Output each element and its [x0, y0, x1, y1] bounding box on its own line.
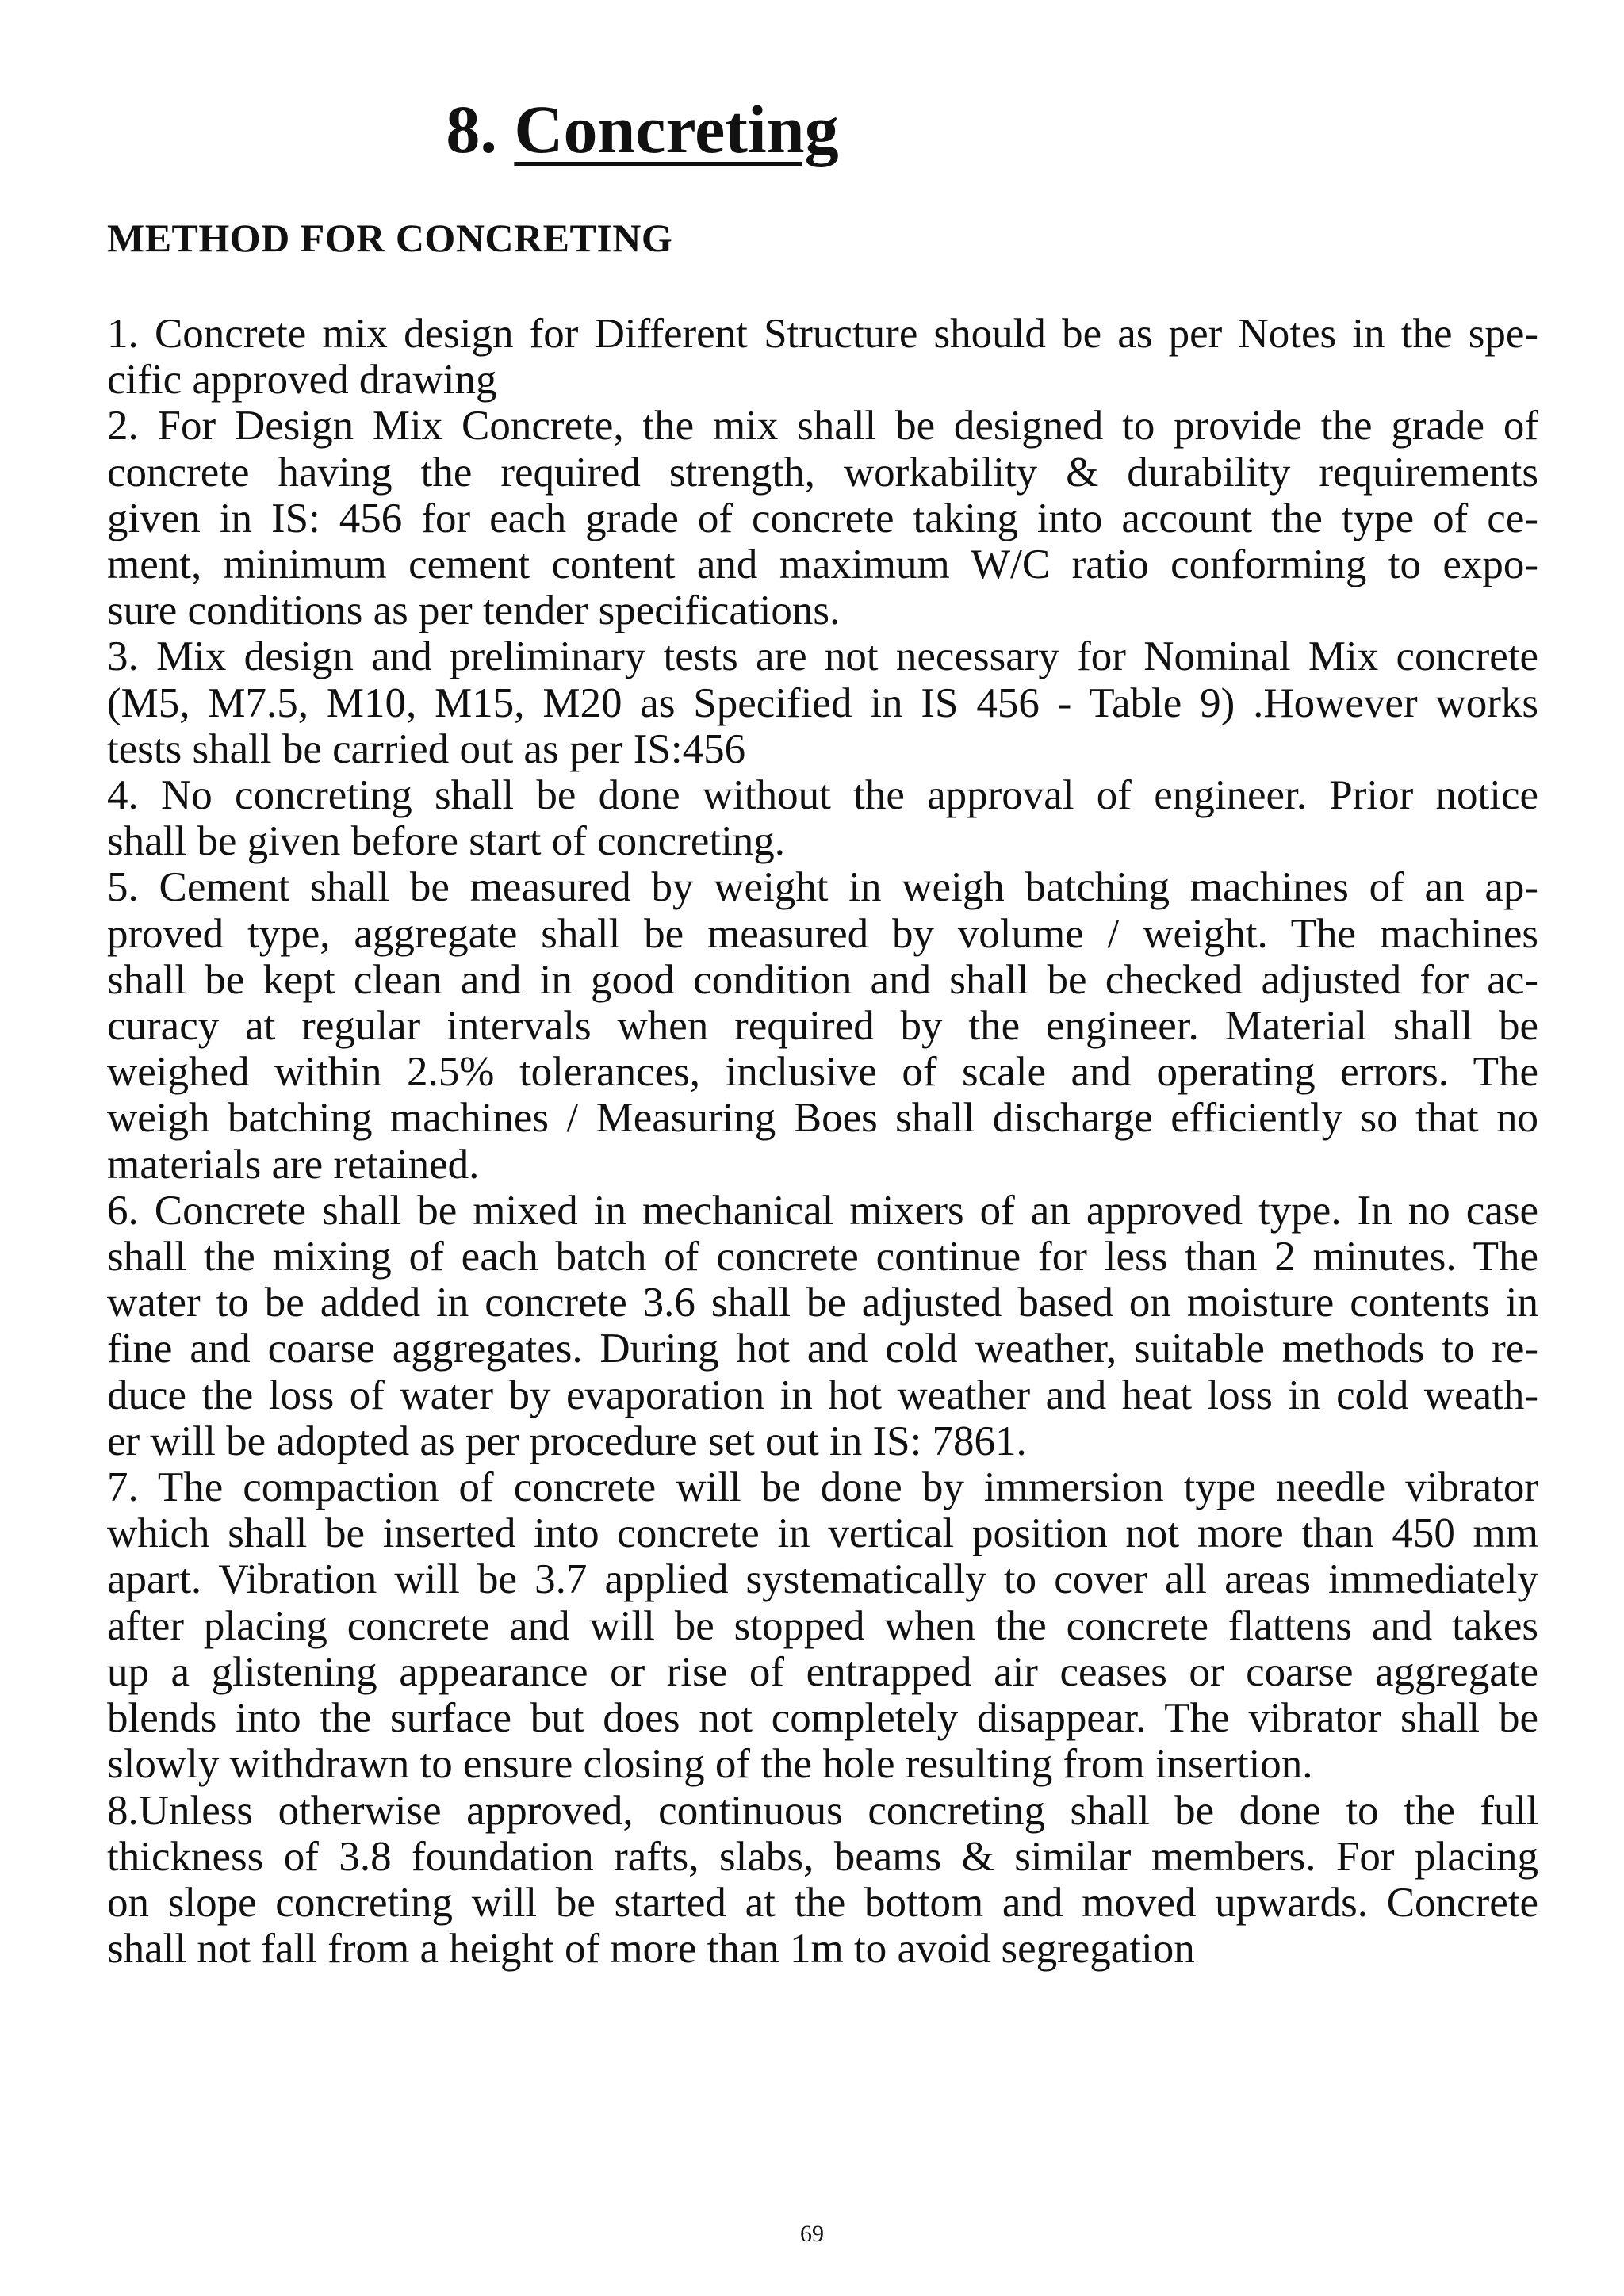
section-heading: METHOD FOR CONCRETING — [107, 216, 673, 260]
text-line: blends into the surface but does not completely disappear. The vibrator shall be — [107, 1695, 1538, 1742]
text-line: 8.Unless otherwise approved, continuous concreting shall be done to the full — [107, 1787, 1538, 1834]
text-line: 4. No concreting shall be done without the approval of engineer. Prior notice — [107, 772, 1538, 819]
chapter-number: 8. — [446, 91, 497, 167]
text-line: weigh batching machines / Measuring Boes shall discharge efficiently so that no — [107, 1095, 1538, 1142]
text-line: (M5, M7.5, M10, M15, M20 as Specified in IS 456 - Table 9) .However works — [107, 679, 1538, 726]
text-line: duce the loss of water by evaporation in hot weather and heat loss in cold weath- — [107, 1372, 1538, 1418]
chapter-title — [0, 91, 1285, 167]
text-line: sure conditions as per tender specifications. — [107, 587, 841, 634]
text-line: proved type, aggregate shall be measured by volume / weight. The machines — [107, 910, 1538, 957]
text-line: 1. Concrete mix design for Different Structure should be as per Notes in the spe- — [107, 311, 1538, 357]
text-line: fine and coarse aggregates. During hot and cold weather, suitable methods to re- — [107, 1326, 1538, 1372]
text-line: er will be adopted as per procedure set out in IS: 7861. — [107, 1418, 1027, 1464]
text-line: weighed within 2.5% tolerances, inclusive of scale and operating errors. The — [107, 1049, 1538, 1096]
chapter-name: Concreting — [514, 91, 839, 167]
text-line: shall the mixing of each batch of concrete continue for less than 2 minutes. The — [107, 1234, 1538, 1280]
text-line: 7. The compaction of concrete will be done by immersion type needle vibrator — [107, 1464, 1538, 1511]
text-line: materials are retained. — [107, 1141, 480, 1188]
text-line: slowly withdrawn to ensure closing of the hole resulting from insertion. — [107, 1741, 1313, 1788]
text-line: 2. For Design Mix Concrete, the mix shall be designed to provide the grade of — [107, 403, 1538, 450]
text-line: cific approved drawing — [107, 357, 497, 404]
text-line: after placing concrete and will be stopped when the concrete flattens and takes — [107, 1602, 1538, 1649]
text-line: 5. Cement shall be measured by weight in weigh batching machines of an ap- — [107, 864, 1538, 911]
text-line: apart. Vibration will be 3.7 applied systematically to cover all areas immediately — [107, 1556, 1538, 1603]
text-line: up a glistening appearance or rise of entrapped air ceases or coarse aggregate — [107, 1648, 1538, 1695]
text-line: 3. Mix design and preliminary tests are not necessary for Nominal Mix concrete — [107, 633, 1538, 680]
text-line: tests shall be carried out as per IS:456 — [107, 725, 746, 772]
text-line: shall be given before start of concreting. — [107, 818, 786, 865]
body-text — [107, 311, 1538, 1972]
page-number: 69 — [800, 2221, 824, 2247]
text-line: concrete having the required strength, workability & durability requirements — [107, 449, 1538, 496]
text-line: on slope concreting will be started at the bottom and moved upwards. Concrete — [107, 1879, 1538, 1926]
text-line: shall be kept clean and in good condition and shall be checked adjusted for ac- — [107, 956, 1538, 1003]
text-line: shall not fall from a height of more than 1m to avoid segregation — [107, 1926, 1195, 1973]
text-line: which shall be inserted into concrete in vertical position not more than 450 mm — [107, 1510, 1538, 1557]
text-line: curacy at regular intervals when required by the engineer. Material shall be — [107, 1003, 1538, 1050]
text-line: ment, minimum cement content and maximum W/C ratio conforming to expo- — [107, 541, 1538, 588]
text-line: water to be added in concrete 3.6 shall be adjusted based on moisture contents in — [107, 1280, 1538, 1326]
text-line: given in IS: 456 for each grade of concrete taking into account the type of ce- — [107, 495, 1538, 541]
text-line: thickness of 3.8 foundation rafts, slabs, beams & similar members. For placing — [107, 1833, 1538, 1880]
text-line: 6. Concrete shall be mixed in mechanical mixers of an approved type. In no case — [107, 1187, 1538, 1234]
